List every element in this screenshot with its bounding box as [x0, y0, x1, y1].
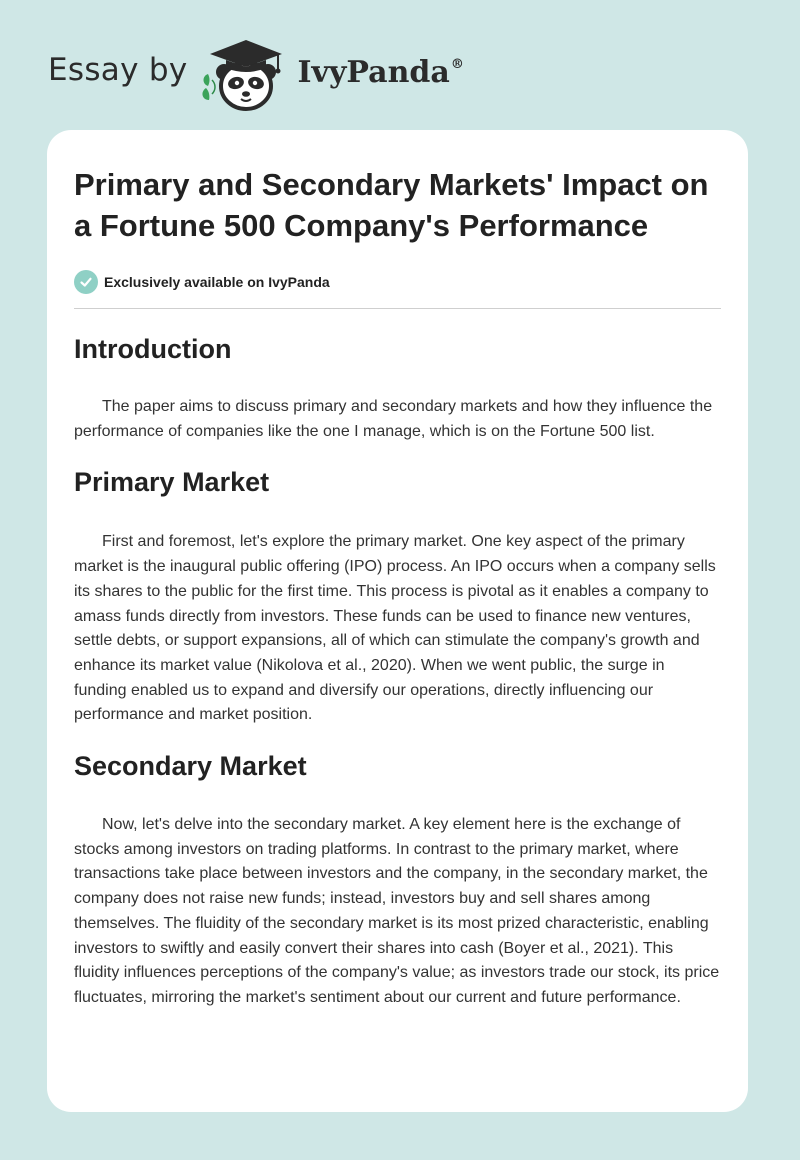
section-body-secondary-market: Now, let's delve into the secondary market. A key element here is the exchange of stocks among investors on trading platforms. In contrast to the primary market, where transactions take place between investors and the company, in the secondary market, the company does not raise new funds; instead, investors buy and sell shares among themselves. The fluidity of the secondary market is its most prized characteristic, enabling investors to swiftly and easily convert their shares into cash (Boyer et al., 2021). This fluidity influences perceptions of the company's value; as investors trade our stock, its price fluctuates, mirroring the market's sentiment about our current and future performance. [74, 816, 720, 1006]
essay-card [47, 130, 748, 1112]
section-heading-primary-market: Primary Market [74, 467, 270, 498]
essay-title: Primary and Secondary Markets' Impact on a Fortune 500 Company's Performance [74, 167, 709, 243]
essay-by-label: Essay by [48, 52, 188, 88]
registered-mark: ® [450, 56, 464, 72]
brand-name[interactable] [298, 55, 464, 90]
section-heading-introduction: Introduction [74, 334, 232, 364]
brand-name-text: IvyPanda [297, 54, 450, 90]
site-header [48, 34, 464, 114]
panda-graduate-logo-icon[interactable] [198, 34, 294, 114]
check-circle-icon [74, 270, 98, 294]
exclusive-badge-text: Exclusively available on IvyPanda [104, 274, 330, 290]
section-heading-secondary-market: Secondary Market [74, 751, 307, 782]
section-body-introduction: The paper aims to discuss primary and secondary markets and how they influence the performance of companies like the one I manage, which is on the Fortune 500 list. [74, 398, 713, 440]
section-body-primary-market: First and foremost, let's explore the primary market. One key aspect of the primary market is the inaugural public offering (IPO) process. An IPO occurs when a company sells its shares to the public for the first time. This process is pivotal as it enables a company to amass funds directly from investors. These funds can be used to finance new ventures, settle debts, or support expansions, all of which can stimulate the company's growth and enhance its market value (Nikolova et al., 2020). When we went public, the surge in funding enabled us to expand and diversify our operations, directly influencing our performance and market position. [74, 533, 716, 724]
exclusive-badge [74, 269, 721, 295]
title-divider [74, 308, 721, 309]
